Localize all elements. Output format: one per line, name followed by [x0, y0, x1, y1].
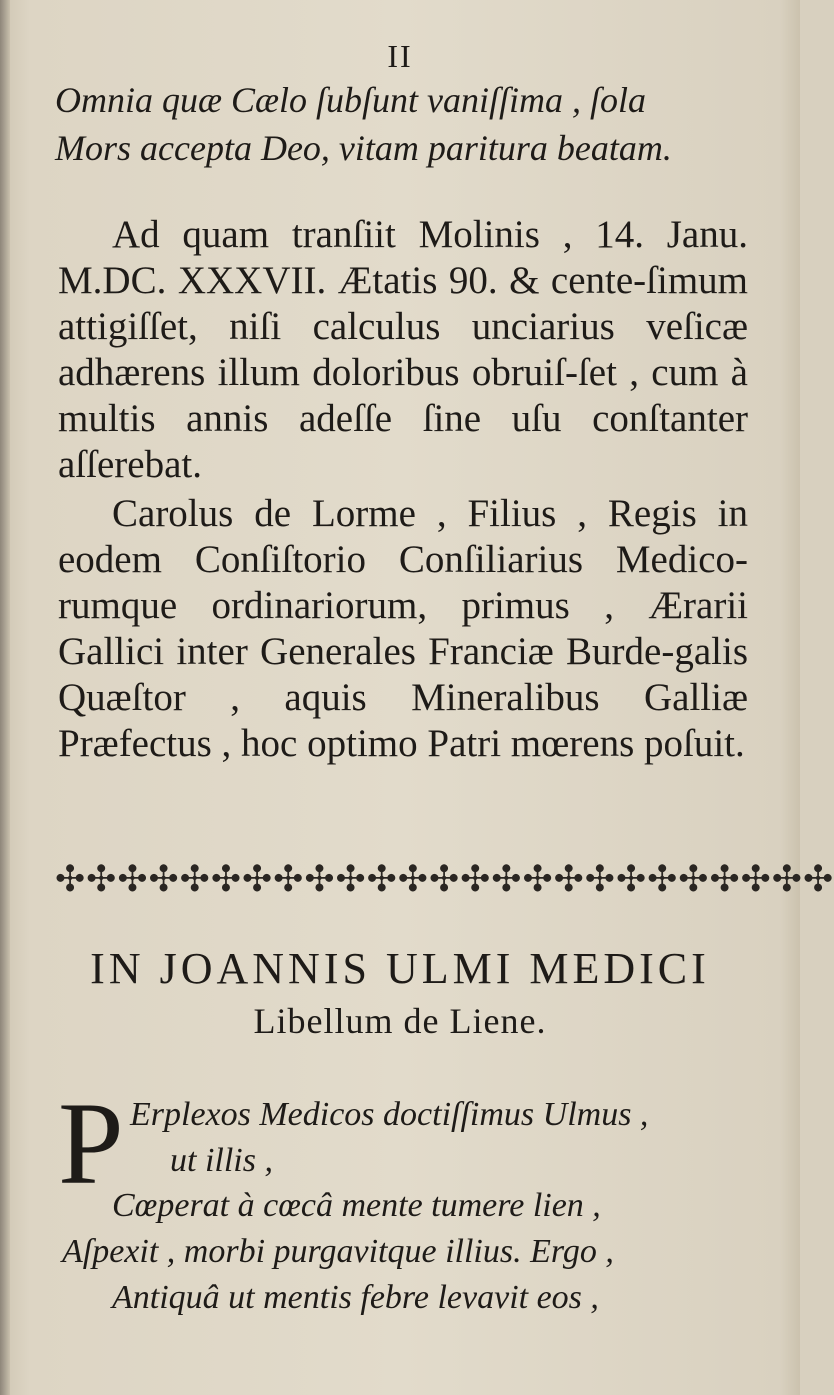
section-heading: IN JOANNIS ULMI MEDICI	[90, 944, 710, 993]
drop-cap: P	[58, 1078, 124, 1209]
prose-paragraph-2	[58, 491, 748, 767]
poem-line-5: Antiquâ ut mentis febre levavit eos ,	[112, 1279, 599, 1316]
page-number: II	[387, 38, 413, 74]
poem-line-4: Aſpexit , morbi purgavitque illius. Ergo ,	[62, 1233, 614, 1270]
poem-line-2: ut illis ,	[170, 1142, 273, 1179]
epitaph-line-1: Omnia quæ Cælo ſubſunt vaniſſima , ſola	[55, 80, 647, 120]
poem-line-3: Cœperat à cœcâ mente tumere lien ,	[112, 1187, 601, 1224]
prose-text-1: Ad quam tranſiit Molinis , 14. Janu. M.DC. XXXVII. Ætatis 90. & cente-ſimum attigiſſet, niſi calculus unciarius veſicæ adhærens illum doloribus obruiſ-ſet , cum à multis annis adeſſe ſine uſu conſtanter aſſerebat.	[58, 213, 748, 486]
prose-text-2: Carolus de Lorme , Filius , Regis in eodem Conſiſtorio Conſiliarius Medico-rumque ordinariorum, primus , Ærarii Gallici inter Generales Franciæ Burde-galis Quæſtor , aquis Mineralibus Galliæ Præfectus , hoc optimo Patri mœrens poſuit.	[58, 492, 748, 765]
poem-line-1: Erplexos Medicos doctiſſimus Ulmus ,	[130, 1096, 649, 1133]
ornament-divider: ✣✣✣✣✣✣✣✣✣✣✣✣✣✣✣✣✣✣✣✣✣✣✣✣✣	[55, 859, 834, 899]
section-subheading: Libellum de Liene.	[253, 1001, 547, 1041]
epitaph-line-2: Mors accepta Deo, vitam paritura beatam.	[55, 128, 672, 168]
page-binding-edge	[0, 0, 10, 1395]
prose-paragraph-1	[58, 212, 748, 488]
